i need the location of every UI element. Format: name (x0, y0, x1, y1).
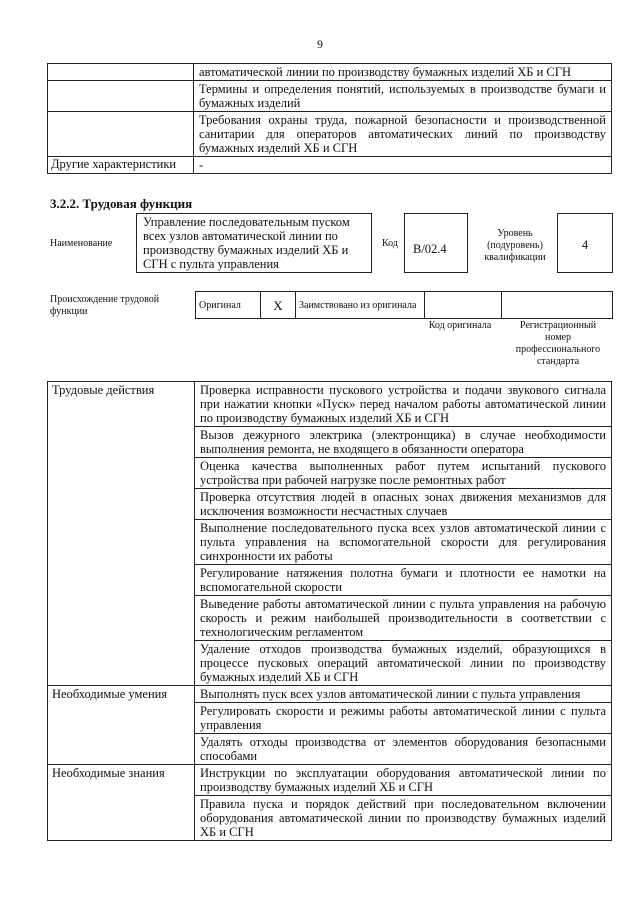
origin-code-cell (425, 292, 502, 319)
row-text: Термины и определения понятий, используемых в производстве бумаги и бумажных изделий (194, 81, 612, 112)
item-cell: Выведение работы автоматической линии с пульта управления на рабочую скорость и режим наибольшей производительности в соответствии с технологическим регламентом (195, 596, 612, 641)
item-cell: Выполнение последовательного пуска всех узлов автоматической линии с пульта управления на вспомогательной скорости для регулирования синхронности их работы (195, 520, 612, 565)
item-cell: Проверка исправности пускового устройства и подачи звукового сигнала при нажатии кнопки «Пуск» перед началом работы автоматической линии по производству бумажных изделий ХБ и СГН (195, 382, 612, 427)
table-row (48, 686, 612, 703)
table-row (48, 112, 612, 157)
original-cell: Оригинал (196, 292, 261, 319)
table-row (48, 765, 612, 796)
level-value-box: 4 (557, 213, 613, 273)
origin-code-caption: Код оригинала (428, 320, 492, 331)
item-cell: Проверка отсутствия людей в опасных зонах движения механизмов для исключения возможности несчастных случаев (195, 489, 612, 520)
row-label (48, 81, 194, 112)
table-row (48, 64, 612, 81)
category-cell: Трудовые действия (48, 382, 195, 686)
name-label: Наименование (50, 238, 113, 249)
registration-caption: Регистрационный номер профессионального стандарта (515, 320, 601, 367)
row-text: - (194, 157, 612, 174)
origin-table (195, 291, 613, 319)
row-text: Требования охраны труда, пожарной безопасности и производственной санитарии для операторов автоматических линий по производству бумажных изделий ХБ и СГН (194, 112, 612, 157)
row-label (48, 64, 194, 81)
row-label (48, 112, 194, 157)
row-text: автоматической линии по производству бумажных изделий ХБ и СГН (194, 64, 612, 81)
item-cell: Регулировать скорости и режимы работы автоматической линии с пульта управления (195, 703, 612, 734)
origin-label: Происхождение трудовой функции (50, 294, 160, 317)
function-details-table (47, 381, 612, 841)
item-cell: Регулирование натяжения полотна бумаги и плотности ее намотки на вспомогательной скорости (195, 565, 612, 596)
item-cell: Выполнять пуск всех узлов автоматической линии с пульта управления (195, 686, 612, 703)
table-row (48, 81, 612, 112)
function-name-box: Управление последовательным пуском всех узлов автоматической линии по производству бумажных изделий ХБ и СГН с пульта управления (136, 213, 372, 273)
original-mark: X (261, 292, 296, 319)
item-cell: Вызов дежурного электрика (электронщика) в случае необходимости выполнения ремонта, не входящего в обязанности оператора (195, 427, 612, 458)
row-label: Другие характеристики (48, 157, 194, 174)
continuation-table (47, 63, 612, 174)
level-label: Уровень (подуровень) квалификации (484, 228, 546, 263)
page-number: 9 (317, 37, 323, 51)
section-heading: 3.2.2. Трудовая функция (50, 196, 193, 211)
category-cell: Необходимые умения (48, 686, 195, 765)
table-row (48, 382, 612, 427)
item-cell: Оценка качества выполненных работ путем испытаний пускового устройства при рабочей нагрузке после ремонтных работ (195, 458, 612, 489)
category-cell: Необходимые знания (48, 765, 195, 841)
code-label: Код (382, 238, 398, 249)
item-cell: Удалять отходы производства от элементов оборудования безопасными способами (195, 734, 612, 765)
item-cell: Инструкции по эксплуатации оборудования автоматической линии по производству бумажных изделий ХБ и СГН (195, 765, 612, 796)
table-row (48, 157, 612, 174)
registration-number-cell (502, 292, 613, 319)
function-code-box: В/02.4 (404, 213, 468, 273)
item-cell: Правила пуска и порядок действий при последовательном включении оборудования автоматической линии по производству бумажных изделий ХБ и СГН (195, 796, 612, 841)
borrowed-cell: Заимствовано из оригинала (296, 292, 425, 319)
item-cell: Удаление отходов производства бумажных изделий, образующихся в процессе пусковых операций автоматической линии по производству бумажных изделий ХБ и СГН (195, 641, 612, 686)
